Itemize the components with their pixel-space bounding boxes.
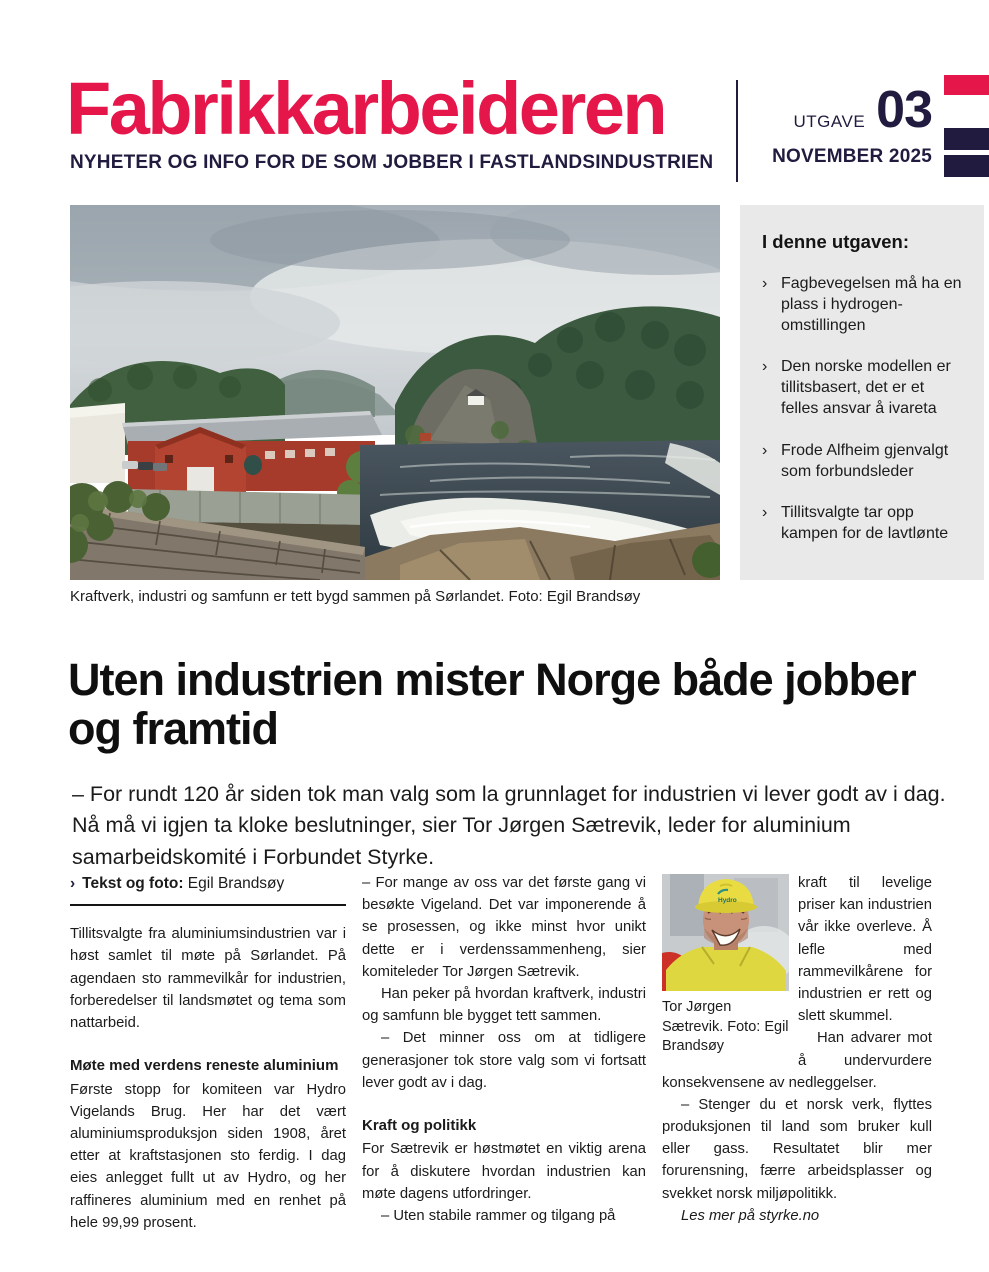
issue-contents-sidebar — [740, 205, 984, 580]
sidebar-heading: I denne utgaven: — [762, 231, 909, 252]
svg-text:Hydro: Hydro — [718, 897, 737, 904]
subheading: Møte med verdens reneste aluminium — [70, 1057, 339, 1075]
sidebar-item-label: Fagbevegelsen må ha en plass i hydrogen-omstillingen — [781, 275, 962, 334]
paragraph: – For mange av oss var det første gang vi besøkte Vigeland. Det var imponerende å se prosessen, og ikke minst hvor unikt dette er i verdenssammenheng, sier komiteleder Tor Jørgen Sætrevik. — [362, 875, 646, 980]
chevron-right-icon: › — [762, 358, 768, 376]
chevron-right-icon: › — [762, 275, 768, 292]
hero-caption: Kraftverk, industri og samfunn er tett bygd sammen på Sørlandet. Foto: Egil Brandsøy — [70, 588, 641, 605]
chevron-right-icon: › — [762, 441, 768, 459]
hero-photo — [70, 205, 720, 580]
paragraph: Tillitsvalgte fra aluminiumsindustrien var i høst samlet til møte på Sørlandet. På agendaen sto rammevilkår for industrien, forberedelser til landsmøtet og tema som nattarbeid. — [70, 926, 346, 1031]
paragraph: – Uten stabile rammer og tilgang på — [381, 1207, 616, 1224]
paragraph: For Sætrevik er høstmøtet en viktig arena for å diskutere hvordan industrien kan møte dagens utfordringer. — [362, 1141, 646, 1202]
sidebar-item-label: Frode Alfheim gjenvalgt som forbundsleder — [781, 441, 949, 480]
issue-number: 03 — [876, 81, 932, 139]
article-headline: Uten industrien mister Norge både jobber og framtid — [68, 654, 916, 754]
paragraph: – Stenger du et norsk verk, flyttes produksjonen til land som bruker kull eller gass. Resultatet blir mer forurensning, færre arbeidsplasser og svekket norsk miljøpolitikk. — [662, 1096, 932, 1202]
sidebar-item-label: Den norske modellen er tillitsbasert, det er et felles ansvar å ivareta — [781, 358, 951, 417]
paragraph: kraft til levelige priser kan industrien vår ikke overleve. Å lefle med rammevilkårene for industrien er rett og slett skummel. — [798, 875, 932, 1025]
byline-name: Egil Brandsøy — [187, 875, 285, 892]
issue-date: NOVEMBER 2025 — [772, 146, 932, 167]
issue-label: UTGAVE — [793, 112, 866, 131]
column-3 — [662, 872, 932, 1234]
header-divider — [736, 80, 738, 182]
sidebar-item — [762, 503, 964, 545]
sidebar-item — [762, 274, 964, 336]
article-columns — [70, 872, 932, 1234]
paragraph: Han peker på hvordan kraftverk, industri og samfunn ble bygget tett sammen. — [362, 985, 646, 1025]
column-1 — [70, 872, 346, 1234]
read-more-note: Les mer på styrke.no — [681, 1207, 820, 1224]
masthead-title: Fabrikkarbeideren — [66, 67, 666, 150]
sidebar-item — [762, 357, 964, 419]
portrait-figure — [662, 874, 789, 1057]
paragraph: Han advarer mot å undervurdere konsekvensene av nedleggelser. — [662, 1030, 932, 1091]
sidebar-item — [762, 441, 964, 483]
subheading: Kraft og politikk — [362, 1116, 477, 1134]
article-lead: – For rundt 120 år siden tok man valg som la grunnlaget for industrien vi lever godt av i dag. Nå må vi igjen ta kloke beslutninger, sier Tor Jørgen Sætrevik, leder for aluminium samarbeidskomité i Forbundet Styrke. — [72, 781, 946, 869]
chevron-right-icon: › — [70, 875, 76, 892]
byline-label: Tekst og foto: — [82, 875, 184, 892]
flag-bar-navy-2 — [944, 155, 989, 177]
portrait-caption: Tor Jørgen Sætrevik. Foto: Egil Brandsøy — [662, 999, 789, 1055]
paragraph: Første stopp for komiteen var Hydro Vigelands Brug. Her har det vært aluminiumsproduksjon siden 1908, året etter at kraftstasjonen sto ferdig. I dag eies anlegget fullt ut av Hydro, og her raffineres aluminium med en renhet på hele 99,99 prosent. — [70, 1081, 346, 1231]
masthead-tagline: NYHETER OG INFO FOR DE SOM JOBBER I FASTLANDSINDUSTRIEN — [70, 152, 714, 173]
chevron-right-icon: › — [762, 504, 768, 522]
portrait-photo — [662, 874, 789, 991]
byline — [70, 872, 346, 906]
flag-bar-navy-1 — [944, 128, 989, 150]
issue-block — [752, 81, 932, 168]
column-2 — [362, 872, 646, 1234]
paragraph: – Det minner oss om at tidligere generasjoner tok store valg som vi fortsatt lever godt av i dag. — [362, 1030, 646, 1091]
flag-bar-red — [944, 75, 989, 95]
sidebar-item-label: Tillitsvalgte tar opp kampen for de lavtlønte — [781, 504, 949, 543]
